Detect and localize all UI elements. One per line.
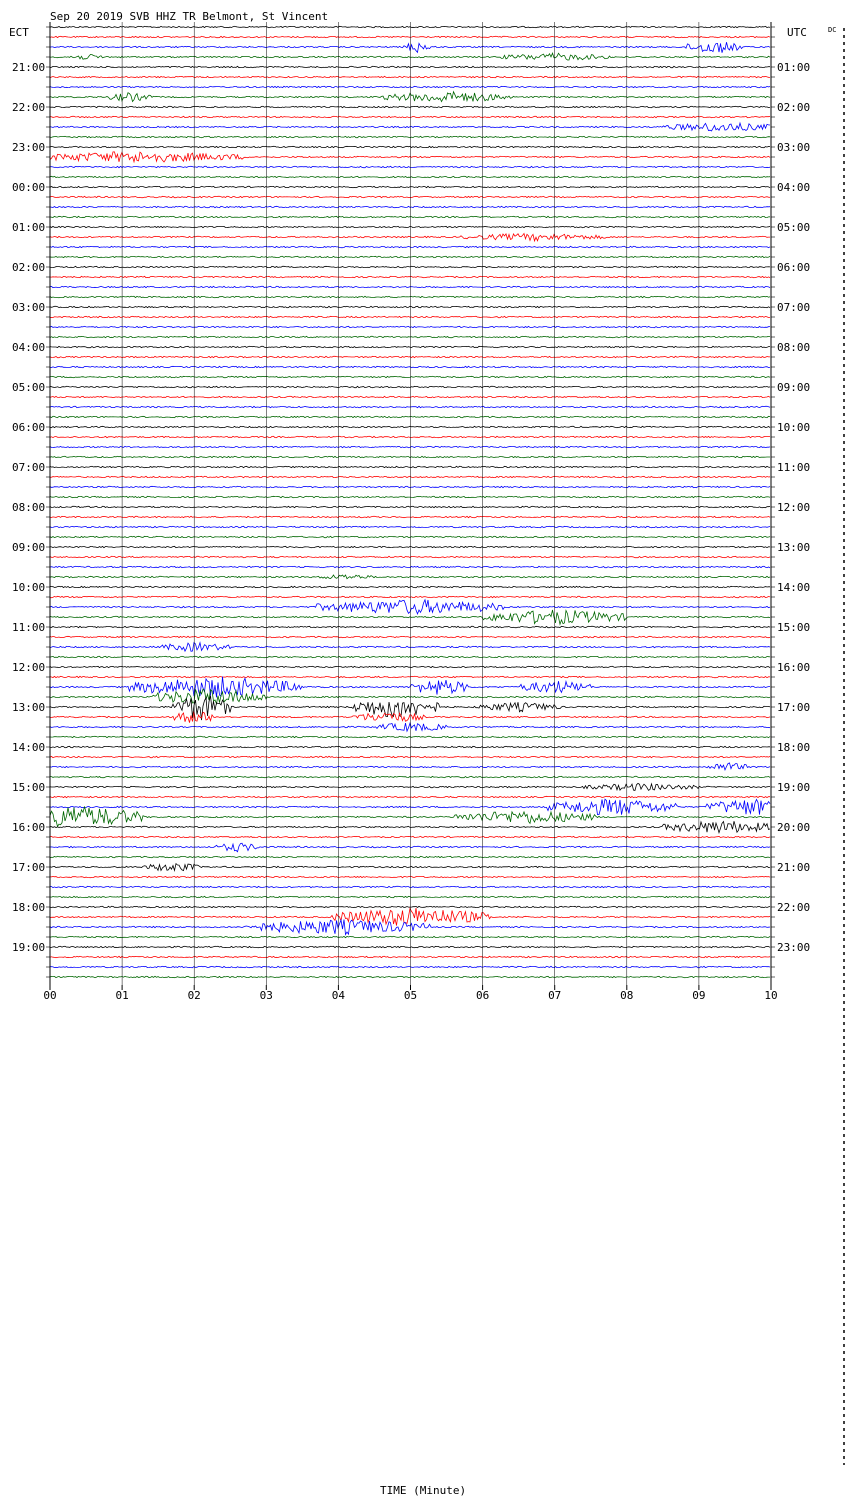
chart-title: Sep 20 2019 SVB HHZ TR Belmont, St Vincent xyxy=(50,10,329,23)
dc-label: DC xyxy=(828,26,837,34)
utc-hour-label: 18:00 xyxy=(777,741,811,754)
trace-row-77 xyxy=(50,796,770,797)
right-hour-labels xyxy=(777,61,810,954)
trace-row-25 xyxy=(50,276,770,277)
trace-row-6 xyxy=(50,86,770,87)
trace-row-4 xyxy=(50,66,770,67)
trace-row-18 xyxy=(50,206,770,207)
trace-row-81 xyxy=(50,836,770,837)
utc-hour-label: 08:00 xyxy=(777,341,811,354)
trace-row-10 xyxy=(50,123,770,131)
ect-hour-label: 23:00 xyxy=(12,141,46,154)
x-tick-label-10: 10 xyxy=(764,989,778,1002)
trace-row-63 xyxy=(50,656,770,657)
utc-hour-label: 03:00 xyxy=(777,141,811,154)
trace-row-95 xyxy=(50,976,770,977)
trace-row-75 xyxy=(50,776,770,777)
trace-row-92 xyxy=(50,946,770,947)
trace-row-57 xyxy=(50,596,770,597)
trace-row-45 xyxy=(50,476,770,477)
trace-row-50 xyxy=(50,526,770,527)
ect-hour-label: 15:00 xyxy=(12,781,46,794)
utc-hour-label: 09:00 xyxy=(777,381,811,394)
x-tick-label-02: 02 xyxy=(187,989,201,1002)
trace-row-79 xyxy=(50,807,770,827)
trace-row-38 xyxy=(50,406,770,407)
trace-row-12 xyxy=(50,146,770,147)
trace-row-15 xyxy=(50,176,770,177)
ect-hour-label: 14:00 xyxy=(12,741,46,754)
utc-hour-label: 16:00 xyxy=(777,661,811,674)
utc-hour-label: 07:00 xyxy=(777,301,811,314)
trace-row-56 xyxy=(50,586,770,587)
trace-row-88 xyxy=(50,906,770,907)
ect-hour-label: 03:00 xyxy=(12,301,46,314)
ect-hour-label: 22:00 xyxy=(12,101,46,114)
x-tick-label-05: 05 xyxy=(403,989,418,1002)
trace-row-23 xyxy=(50,256,770,257)
trace-group xyxy=(50,26,770,977)
utc-hour-label: 17:00 xyxy=(777,701,811,714)
ect-label: ECT xyxy=(9,26,29,39)
trace-row-73 xyxy=(50,756,770,757)
ect-hour-label: 11:00 xyxy=(12,621,46,634)
trace-row-93 xyxy=(50,956,770,957)
trace-row-24 xyxy=(50,266,770,267)
x-tick-label-09: 09 xyxy=(692,989,706,1002)
trace-row-87 xyxy=(50,896,770,897)
x-axis-label: TIME (Minute) xyxy=(380,1484,467,1497)
trace-row-48 xyxy=(50,506,770,507)
utc-hour-label: 21:00 xyxy=(777,861,811,874)
x-tick-label-08: 08 xyxy=(620,989,634,1002)
utc-hour-label: 05:00 xyxy=(777,221,811,234)
trace-row-22 xyxy=(50,246,770,247)
utc-hour-label: 23:00 xyxy=(777,941,811,954)
trace-row-5 xyxy=(50,76,770,77)
trace-row-65 xyxy=(50,676,770,677)
trace-row-36 xyxy=(50,386,770,387)
trace-row-7 xyxy=(50,92,770,102)
trace-row-84 xyxy=(50,864,770,871)
utc-hour-label: 06:00 xyxy=(777,261,811,274)
trace-row-67 xyxy=(50,689,770,703)
utc-hour-label: 11:00 xyxy=(777,461,811,474)
trace-row-85 xyxy=(50,876,770,877)
x-tick-label-03: 03 xyxy=(259,989,273,1002)
utc-hour-label: 04:00 xyxy=(777,181,811,194)
trace-row-58 xyxy=(50,600,770,614)
trace-row-9 xyxy=(50,116,770,117)
ect-hour-label: 05:00 xyxy=(12,381,46,394)
x-tick-label-04: 04 xyxy=(331,989,346,1002)
ect-hour-label: 17:00 xyxy=(12,861,46,874)
trace-row-83 xyxy=(50,856,770,857)
trace-row-51 xyxy=(50,536,770,537)
trace-row-0 xyxy=(50,26,770,27)
trace-row-71 xyxy=(50,736,770,737)
trace-row-28 xyxy=(50,306,770,307)
ect-hour-label: 12:00 xyxy=(12,661,46,674)
trace-row-35 xyxy=(50,376,770,377)
utc-hour-label: 19:00 xyxy=(777,781,811,794)
utc-hour-label: 02:00 xyxy=(777,101,811,114)
ect-hour-label: 07:00 xyxy=(12,461,46,474)
ect-hour-label: 19:00 xyxy=(12,941,46,954)
utc-label: UTC xyxy=(787,26,807,39)
trace-row-70 xyxy=(50,723,770,731)
ect-hour-label: 16:00 xyxy=(12,821,46,834)
trace-row-46 xyxy=(50,486,770,487)
trace-row-43 xyxy=(50,456,770,457)
trace-row-37 xyxy=(50,396,770,397)
trace-row-69 xyxy=(50,711,770,722)
trace-row-60 xyxy=(50,626,770,627)
ect-hour-label: 00:00 xyxy=(12,181,46,194)
ect-hour-label: 13:00 xyxy=(12,701,46,714)
trace-row-47 xyxy=(50,496,770,497)
trace-row-76 xyxy=(50,783,770,790)
trace-row-29 xyxy=(50,316,770,317)
utc-hour-label: 15:00 xyxy=(777,621,811,634)
trace-row-40 xyxy=(50,426,770,427)
ect-hour-label: 18:00 xyxy=(12,901,46,914)
x-tick-label-07: 07 xyxy=(548,989,562,1002)
trace-row-17 xyxy=(50,196,770,197)
trace-row-42 xyxy=(50,446,770,447)
trace-row-20 xyxy=(50,226,770,227)
left-hour-labels xyxy=(12,61,45,954)
trace-row-62 xyxy=(50,643,770,652)
trace-row-49 xyxy=(50,516,770,517)
trace-row-54 xyxy=(50,566,770,567)
trace-row-90 xyxy=(50,920,770,935)
trace-row-53 xyxy=(50,556,770,557)
trace-row-89 xyxy=(50,908,770,926)
ect-hour-label: 09:00 xyxy=(12,541,46,554)
utc-hour-label: 13:00 xyxy=(777,541,811,554)
trace-row-11 xyxy=(50,136,770,137)
trace-row-33 xyxy=(50,356,770,357)
ect-hour-label: 02:00 xyxy=(12,261,46,274)
trace-row-72 xyxy=(50,746,770,747)
x-tick-label-01: 01 xyxy=(115,989,129,1002)
trace-row-3 xyxy=(50,53,770,60)
trace-row-41 xyxy=(50,436,770,437)
utc-hour-label: 01:00 xyxy=(777,61,811,74)
utc-hour-label: 12:00 xyxy=(777,501,811,514)
trace-row-19 xyxy=(50,216,770,217)
trace-row-78 xyxy=(50,799,770,815)
trace-row-61 xyxy=(50,636,770,637)
trace-row-64 xyxy=(50,666,770,667)
trace-row-39 xyxy=(50,416,770,417)
trace-row-94 xyxy=(50,966,770,967)
x-axis xyxy=(43,985,777,1002)
trace-row-55 xyxy=(50,575,770,579)
utc-hour-label: 22:00 xyxy=(777,901,811,914)
trace-row-86 xyxy=(50,886,770,887)
utc-hour-label: 10:00 xyxy=(777,421,811,434)
x-tick-label-00: 00 xyxy=(43,989,57,1002)
trace-row-82 xyxy=(50,843,770,852)
trace-row-74 xyxy=(50,763,770,770)
trace-row-13 xyxy=(50,152,770,162)
trace-row-31 xyxy=(50,336,770,337)
ect-hour-label: 21:00 xyxy=(12,61,46,74)
trace-row-16 xyxy=(50,186,770,187)
trace-row-80 xyxy=(50,821,770,833)
trace-row-27 xyxy=(50,296,770,297)
x-tick-label-06: 06 xyxy=(475,989,490,1002)
trace-row-14 xyxy=(50,166,770,167)
trace-row-34 xyxy=(50,366,770,367)
trace-row-2 xyxy=(50,42,770,53)
ect-hour-label: 01:00 xyxy=(12,221,46,234)
utc-hour-label: 14:00 xyxy=(777,581,811,594)
trace-row-8 xyxy=(50,106,770,107)
ect-hour-label: 08:00 xyxy=(12,501,46,514)
trace-row-44 xyxy=(50,466,770,467)
ect-hour-label: 06:00 xyxy=(12,421,46,434)
ect-hour-label: 04:00 xyxy=(12,341,46,354)
trace-row-52 xyxy=(50,546,770,547)
trace-row-91 xyxy=(50,936,770,937)
trace-row-1 xyxy=(50,36,770,37)
utc-hour-label: 20:00 xyxy=(777,821,811,834)
trace-row-26 xyxy=(50,286,770,287)
trace-row-30 xyxy=(50,326,770,327)
trace-row-32 xyxy=(50,346,770,347)
ect-hour-label: 10:00 xyxy=(12,581,46,594)
trace-row-21 xyxy=(50,234,770,241)
